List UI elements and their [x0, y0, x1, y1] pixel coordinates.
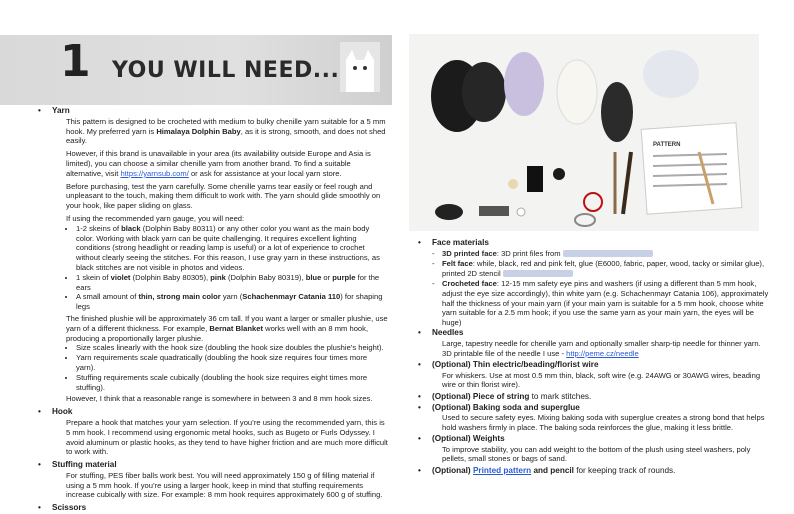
yarn-paragraph-5: The finished plushie will be approximately 36 cm tall. If you want a larger or smaller plushie, use yarn of a different thickness. For example, Bernat Blanket works well with an 8 mm hook, producing a proportionally larger plushie.	[66, 313, 388, 343]
yarn-paragraph-1: This pattern is designed to be crocheted with medium to bulky chenille yarn suitable for a 5 mm hook. My preferred yarn is Himalaya Dolphin Baby, as it is strong, smooth, and does not shed easily.	[66, 116, 386, 146]
violet-yarn-skein	[504, 52, 544, 116]
wire-paragraph: For whiskers. Use at most 0.5 mm thin, black, soft wire (e.g. 24AWG or 30AWG wires, beading wire or thin florist wire).	[442, 370, 761, 390]
cat-silhouette-icon	[340, 42, 380, 92]
hook-heading: • Hook	[38, 407, 388, 417]
printed-face-item: - 3D printed face: 3D print files from	[432, 249, 770, 259]
redacted-link	[503, 270, 573, 277]
yarn-heading: • Yarn	[38, 106, 388, 116]
white-yarn-skein	[557, 60, 597, 124]
yarnsub-link[interactable]: https://yarnsub.com/	[120, 168, 189, 178]
materials-photo	[409, 34, 759, 231]
dark-yarn-ball	[601, 82, 633, 142]
wire-heading: • (Optional) Thin electric/beading/florist wire	[418, 360, 770, 370]
yarn-paragraph-6: However, I think that a reasonable range is somewhere in between 3 and 8 mm hook sizes.	[66, 394, 373, 404]
pattern-sheet	[641, 123, 742, 214]
yarn-paragraph-4: If using the recommended yarn gauge, you will need:	[66, 213, 245, 223]
section-number: 1	[60, 36, 91, 87]
stuffing-fiber	[643, 50, 699, 98]
baking-soda-paragraph: Used to secure safety eyes. Mixing baking soda with superglue creates a strong bond that helps hold washers firmly in place. The baking soda reinforces the glue, making it less brittle.	[442, 413, 765, 432]
string-heading: • (Optional) Piece of string to mark stitches.	[418, 392, 770, 402]
black-yarn-skein	[462, 62, 506, 122]
weights-paragraph: To improve stability, you can add weight to the bottom of the plush using steel washers, poly pellets, small stones or bags of sand.	[442, 444, 751, 464]
needles-heading: • Needles	[418, 328, 770, 338]
list-item: • 1 skein of violet (Dolphin Baby 80305), pink (Dolphin Baby 80319), blue or purple for the ears	[76, 273, 388, 293]
printed-pattern-heading: • (Optional) Printed pattern and pencil for keeping track of rounds.	[418, 466, 770, 476]
face-materials-heading: • Face materials	[418, 238, 770, 248]
stuffing-paragraph: For stuffing, PES fiber balls work best. You will need approximately 150 g of filling material if using a 5 mm hook. If you’re using a larger hook, keep in mind that stuffing requirements increase cubically with size. For example: 8 mm hook requires approximately 600 g of stuffing.	[66, 470, 383, 500]
crocheted-face-item: - Crocheted face: 12-15 mm safety eye pins and washers (if using a different than 5 mm hook, adjust the eye size accordingly), thin white yarn (e.g. Schachenmayr Catania 106), approximately half the thickness of your main yarn (if your main yarn is suitable for a 5 mm hook, choose white yarn suitable for a 2.5 mm hook; if you use the same yarn as your main yarn, the eyes will be huge)	[432, 279, 770, 327]
yarn-list	[66, 224, 388, 312]
hook-paragraph: Prepare a hook that matches your yarn selection. If you’re using the recommended yarn, this is 5 mm hook. I recommend using ergonomic metal hooks, such as Bugeto or Furls Odyssey. I avoid aluminum or plastic hooks, as they tend to have higher friction and are much more difficult to work with.	[66, 417, 388, 457]
stuffing-heading: • Stuffing material	[38, 460, 388, 470]
svg-text:PATTERN: PATTERN	[653, 142, 681, 148]
list-item: • A small amount of thin, strong main color yarn (Schachenmayr Catania 110) for shaping legs	[76, 292, 388, 312]
section-title: YOU WILL NEED...	[112, 58, 340, 83]
weights-heading: • (Optional) Weights	[418, 434, 770, 444]
scaling-list	[66, 343, 388, 392]
list-item: • 1-2 skeins of black (Dolphin Baby 80311) or any other color you want as the main body color. Working with black yarn can be quite challenging. It requires excellent lighting conditions (strong headlight or reading lamp is useful) or a lot of experience to crochet without clearly seeing the stitches. For this reason, I use gray yarn in these instructions, as black stitches are not visible in photos and videos.	[76, 224, 388, 273]
left-column	[38, 104, 388, 514]
needles-paragraph: Large, tapestry needle for chenille yarn and optionally smaller sharp-tip needle for thinner yarn. 3D printable file of the needle I use - http://peme.cz/needle	[442, 338, 761, 358]
list-item: • Stuffing requirements scale cubically (doubling the hook size requires eight times more stuffing).	[76, 373, 388, 393]
scissors-heading: • Scissors	[38, 503, 388, 513]
baking-soda-heading: • (Optional) Baking soda and superglue	[418, 403, 770, 413]
right-column	[418, 237, 770, 477]
needle-file-link[interactable]: http://peme.cz/needle	[566, 348, 639, 358]
redacted-link	[563, 250, 653, 257]
yarn-paragraph-3: Before purchasing, test the yarn carefully. Some chenille yarns tear easily or feel rough and unpleasant to the touch, making them difficult to work with. The yarn should glide smoothly on your hook, like paper sliding on glass.	[66, 181, 381, 211]
printed-pattern-link[interactable]: Printed pattern	[472, 466, 532, 476]
yarn-paragraph-2: However, if this brand is unavailable in your area (its availability outside Europe and Asia is limited), you can choose a similar chenille yarn from another brand. To find a suitable alternative, visit https://yarnsub.com/ or ask for assistance at your local yarn store.	[66, 149, 371, 178]
list-item: • Yarn requirements scale quadratically (doubling the hook size requires four times more yarn).	[76, 353, 388, 373]
felt-face-item: - Felt face: while, black, red and pink felt, glue (E6000, fabric, paper, wood, tacky or similar glue), printed 2D stencil	[432, 259, 770, 278]
list-item: • Size scales linearly with the hook size (doubling the hook size doubles the plushie’s height).	[76, 343, 388, 353]
